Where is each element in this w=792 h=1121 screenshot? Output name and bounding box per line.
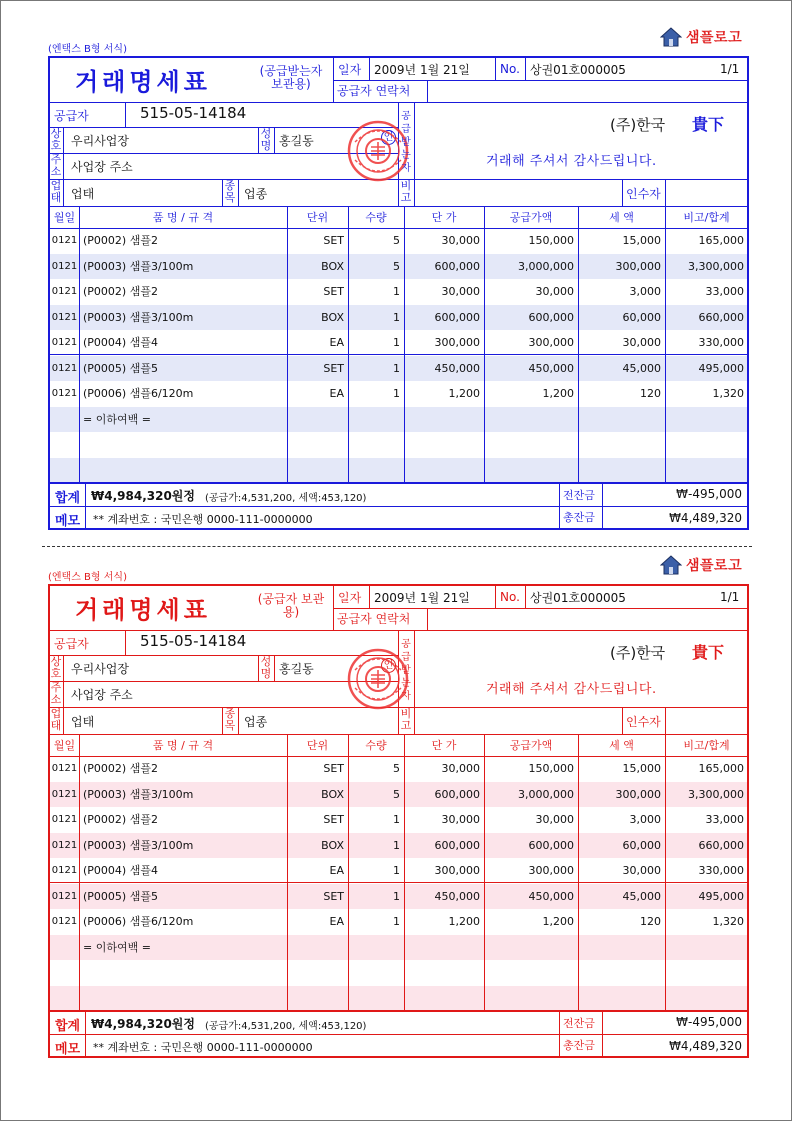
thanks-message: 거래해 주셔서 감사드립니다. xyxy=(486,682,657,697)
table-cell: (P0003) 샘플3/100m xyxy=(83,787,194,801)
table-cell: BOX xyxy=(321,310,344,324)
table-cell: 495,000 xyxy=(698,889,744,903)
seal-mark: 인 xyxy=(381,658,396,673)
table-header-cell: 월일 xyxy=(53,211,76,224)
table-cell: 0121 xyxy=(51,260,78,272)
receiver-sign-label: 인수자 xyxy=(626,187,661,201)
table-cell: 30,000 xyxy=(622,864,661,877)
table-cell xyxy=(83,960,285,985)
memo-label: 메모 xyxy=(55,1042,81,1057)
table-cell: 60,000 xyxy=(622,310,661,324)
table-cell: (P0004) 샘플4 xyxy=(83,864,158,877)
note-label: 비고 xyxy=(400,179,412,204)
business-type-value: 업태 xyxy=(71,187,95,201)
table-cell: 600,000 xyxy=(528,838,574,852)
business-type-value: 업태 xyxy=(71,715,95,729)
table-header-cell: 단위 xyxy=(306,739,329,752)
table-cell: 0121 xyxy=(51,235,78,246)
total-balance: ₩4,489,320 xyxy=(669,1039,742,1053)
table-cell: 300,000 xyxy=(615,259,661,273)
table-header-cell: 월일 xyxy=(53,739,76,752)
table-cell: 165,000 xyxy=(698,234,744,247)
table-cell xyxy=(83,986,285,1011)
table-cell: (P0002) 샘플2 xyxy=(83,762,158,775)
table-cell: 0121 xyxy=(51,788,78,800)
table-cell: 330,000 xyxy=(698,336,744,349)
company-label: 상호 xyxy=(50,127,62,152)
receiver-name: (주)한국 xyxy=(610,644,666,662)
total-breakdown: (공급가:4,531,200, 세액:453,120) xyxy=(205,493,367,504)
table-cell: 1 xyxy=(393,310,400,324)
table-cell xyxy=(289,407,344,432)
table-cell: 300,000 xyxy=(434,864,480,877)
table-cell: 0121 xyxy=(51,388,78,399)
table-cell: 150,000 xyxy=(528,762,574,775)
table-cell: 0121 xyxy=(51,311,78,323)
table-cell: SET xyxy=(323,762,344,775)
supplier-copy xyxy=(0,528,792,1057)
table-cell xyxy=(486,960,574,985)
table-cell: 30,000 xyxy=(441,285,480,298)
table-cell xyxy=(350,432,400,457)
table-header-cell: 수량 xyxy=(365,739,387,752)
table-header-cell: 세 액 xyxy=(609,211,634,224)
table-cell xyxy=(406,960,480,985)
table-cell xyxy=(350,407,400,432)
table-cell: 30,000 xyxy=(622,336,661,349)
table-cell: (P0003) 샘플3/100m xyxy=(83,838,194,852)
table-cell: 0121 xyxy=(51,337,78,348)
table-cell xyxy=(50,458,79,483)
table-cell: 165,000 xyxy=(698,762,744,775)
table-header-cell: 비고/합계 xyxy=(683,739,730,752)
logo xyxy=(660,555,742,575)
table-cell: 600,000 xyxy=(528,310,574,324)
company-name: 우리사업장 xyxy=(71,662,129,676)
table-cell xyxy=(580,935,661,960)
table-cell xyxy=(289,458,344,483)
address-value: 사업장 주소 xyxy=(71,688,133,702)
table-header-cell: 품 명 / 규 격 xyxy=(152,211,214,224)
table-cell: 1 xyxy=(393,915,400,928)
copy-recipient-label: (공급자 보관용) xyxy=(257,592,325,619)
previous-balance-label: 전잔금 xyxy=(563,1017,595,1030)
table-cell: 300,000 xyxy=(615,787,661,801)
house-icon xyxy=(660,27,682,47)
table-cell: 1,320 xyxy=(712,387,744,400)
table-cell: 1,200 xyxy=(542,387,574,400)
table-cell xyxy=(667,986,744,1011)
table-cell: 660,000 xyxy=(698,310,744,324)
table-cell: 5 xyxy=(393,762,400,775)
table-cell: 450,000 xyxy=(434,361,480,375)
no-value: 상권01호000005 xyxy=(530,591,626,605)
total-amount: ₩4,984,320원정 xyxy=(91,1017,195,1031)
table-cell xyxy=(50,986,79,1011)
no-label: No. xyxy=(500,590,520,604)
representative-name: 홍길동 xyxy=(279,662,314,676)
table-cell xyxy=(350,935,400,960)
representative-name: 홍길동 xyxy=(279,134,314,148)
table-cell xyxy=(486,432,574,457)
total-label: 합계 xyxy=(55,1019,81,1034)
receiver-sign-label: 인수자 xyxy=(626,715,661,729)
table-cell xyxy=(350,986,400,1011)
total-label: 합계 xyxy=(55,491,81,506)
no-value: 상권01호000005 xyxy=(530,63,626,77)
table-cell xyxy=(580,458,661,483)
table-cell xyxy=(667,935,744,960)
table-cell: 3,000,000 xyxy=(518,259,574,273)
memo-label: 메모 xyxy=(55,514,81,529)
table-cell xyxy=(667,960,744,985)
total-balance-label: 총잔금 xyxy=(563,1039,595,1052)
total-breakdown: (공급가:4,531,200, 세액:453,120) xyxy=(205,1021,367,1032)
table-cell: 120 xyxy=(640,387,661,400)
table-cell: 600,000 xyxy=(434,838,480,852)
table-cell: SET xyxy=(323,285,344,298)
table-cell: (P0002) 샘플2 xyxy=(83,285,158,298)
table-cell: BOX xyxy=(321,787,344,801)
table-cell: EA xyxy=(329,336,344,349)
table-cell: 120 xyxy=(640,915,661,928)
date-value: 2009년 1월 21일 xyxy=(374,591,470,605)
memo-text: ** 계좌번호 : 국민은행 0000-111-0000000 xyxy=(93,513,313,526)
table-cell: SET xyxy=(323,889,344,903)
table-cell: 5 xyxy=(393,259,400,273)
table-cell: (P0003) 샘플3/100m xyxy=(83,259,194,273)
table-cell: 33,000 xyxy=(705,813,744,826)
thanks-message: 거래해 주셔서 감사드립니다. xyxy=(486,154,657,169)
total-balance: ₩4,489,320 xyxy=(669,511,742,525)
seal-mark: 인 xyxy=(381,130,396,145)
logo-text: 샘플로고 xyxy=(686,30,743,46)
table-cell: 15,000 xyxy=(622,762,661,775)
table-cell xyxy=(50,960,79,985)
table-header-cell: 단 가 xyxy=(431,211,457,224)
table-cell: 300,000 xyxy=(528,336,574,349)
table-cell xyxy=(667,407,744,432)
business-item-label: 종목 xyxy=(224,707,236,732)
table-cell: (P0006) 샘플6/120m xyxy=(83,915,194,928)
table-cell: (P0004) 샘플4 xyxy=(83,336,158,349)
supplier-label: 공급자 xyxy=(54,109,89,123)
table-cell: 0121 xyxy=(51,890,78,902)
table-cell xyxy=(580,407,661,432)
total-amount: ₩4,984,320원정 xyxy=(91,489,195,503)
table-cell xyxy=(350,960,400,985)
copy-recipient-label: (공급받는자 보관용) xyxy=(259,64,323,91)
name-label: 성명 xyxy=(260,127,272,152)
table-cell: EA xyxy=(329,864,344,877)
table-cell: EA xyxy=(329,387,344,400)
table-cell: 30,000 xyxy=(441,813,480,826)
table-cell: 1 xyxy=(393,285,400,298)
table-header-cell: 단 가 xyxy=(431,739,457,752)
table-cell: 1 xyxy=(393,889,400,903)
address-label: 주소 xyxy=(50,153,62,178)
table-cell: SET xyxy=(323,234,344,247)
table-cell: 3,300,000 xyxy=(688,787,744,801)
business-type-label: 업태 xyxy=(50,707,62,732)
table-cell: (P0006) 샘플6/120m xyxy=(83,387,194,400)
table-cell: SET xyxy=(323,361,344,375)
table-header-cell: 단위 xyxy=(306,211,329,224)
business-item-value: 업종 xyxy=(244,715,268,729)
table-cell: BOX xyxy=(321,259,344,273)
supplier-label: 공급자 xyxy=(54,637,89,651)
receiver-name: (주)한국 xyxy=(610,116,666,134)
supplier-contact-label: 공급자 연락처 xyxy=(337,612,411,626)
table-cell: 300,000 xyxy=(528,864,574,877)
table-cell: 1 xyxy=(393,864,400,877)
memo-text: ** 계좌번호 : 국민은행 0000-111-0000000 xyxy=(93,1041,313,1054)
table-cell: (P0002) 샘플2 xyxy=(83,234,158,247)
address-label: 주소 xyxy=(50,681,62,706)
table-cell: 495,000 xyxy=(698,361,744,375)
table-header-cell: 공급가액 xyxy=(509,739,553,752)
table-cell xyxy=(50,432,79,457)
table-cell xyxy=(50,407,79,432)
table-header-cell: 수량 xyxy=(365,211,387,224)
table-cell xyxy=(667,432,744,457)
note-label: 비고 xyxy=(400,707,412,732)
table-cell: 3,000 xyxy=(629,813,661,826)
table-header-cell: 비고/합계 xyxy=(683,211,730,224)
table-cell: 30,000 xyxy=(535,813,574,826)
table-cell xyxy=(289,935,344,960)
company-label: 상호 xyxy=(50,655,62,680)
table-cell: 0121 xyxy=(51,362,78,374)
date-label: 일자 xyxy=(338,63,362,77)
name-label: 성명 xyxy=(260,655,272,680)
house-icon xyxy=(660,555,682,575)
table-cell xyxy=(580,986,661,1011)
table-cell xyxy=(289,960,344,985)
table-cell: 5 xyxy=(393,787,400,801)
table-cell: 3,000,000 xyxy=(518,787,574,801)
table-cell: 1 xyxy=(393,361,400,375)
table-cell xyxy=(289,432,344,457)
table-cell xyxy=(350,458,400,483)
table-cell: 45,000 xyxy=(622,361,661,375)
business-item-label: 종목 xyxy=(224,179,236,204)
table-cell: 0121 xyxy=(51,839,78,851)
table-cell: 1 xyxy=(393,336,400,349)
table-header-cell: 공급가액 xyxy=(509,211,553,224)
invoice-title: 거래명세표 xyxy=(75,595,211,624)
table-cell: 1 xyxy=(393,813,400,826)
table-cell: 150,000 xyxy=(528,234,574,247)
table-cell: 45,000 xyxy=(622,889,661,903)
receiver-copy xyxy=(0,0,792,529)
table-cell: 15,000 xyxy=(622,234,661,247)
table-cell xyxy=(486,458,574,483)
business-type-label: 업태 xyxy=(50,179,62,204)
table-cell: 30,000 xyxy=(535,285,574,298)
table-cell: 660,000 xyxy=(698,838,744,852)
table-cell: 30,000 xyxy=(441,762,480,775)
honorific: 貴下 xyxy=(692,643,725,662)
receiver-label: 공급받는자 xyxy=(401,639,411,702)
table-cell: (P0003) 샘플3/100m xyxy=(83,310,194,324)
table-cell xyxy=(580,960,661,985)
page-number: 1/1 xyxy=(720,62,740,76)
table-cell: 60,000 xyxy=(622,838,661,852)
table-cell: 0121 xyxy=(51,865,78,876)
registration-number: 515-05-14184 xyxy=(140,632,247,650)
table-cell: 3,300,000 xyxy=(688,259,744,273)
date-label: 일자 xyxy=(338,591,362,605)
table-cell: 600,000 xyxy=(434,310,480,324)
previous-balance-label: 전잔금 xyxy=(563,489,595,502)
cut-line xyxy=(42,546,752,547)
table-cell: (P0005) 샘플5 xyxy=(83,889,158,903)
table-cell: 1,200 xyxy=(448,387,480,400)
honorific: 貴下 xyxy=(692,115,725,134)
table-cell: 1 xyxy=(393,387,400,400)
table-cell xyxy=(580,432,661,457)
table-cell: 3,000 xyxy=(629,285,661,298)
table-cell: 450,000 xyxy=(528,361,574,375)
table-cell: 600,000 xyxy=(434,787,480,801)
invoice-title: 거래명세표 xyxy=(75,67,211,96)
table-cell: 450,000 xyxy=(528,889,574,903)
table-cell: 5 xyxy=(393,234,400,247)
table-cell: = 이하여백 = xyxy=(83,412,151,426)
table-cell: 600,000 xyxy=(434,259,480,273)
table-cell: 30,000 xyxy=(441,234,480,247)
business-item-value: 업종 xyxy=(244,187,268,201)
table-cell: 300,000 xyxy=(434,336,480,349)
previous-balance: ₩-495,000 xyxy=(676,1015,742,1029)
address-value: 사업장 주소 xyxy=(71,160,133,174)
table-cell xyxy=(406,935,480,960)
table-cell: BOX xyxy=(321,838,344,852)
table-cell xyxy=(667,458,744,483)
table-cell: 1,200 xyxy=(448,915,480,928)
table-cell: SET xyxy=(323,813,344,826)
table-cell: 0121 xyxy=(51,814,78,825)
company-name: 우리사업장 xyxy=(71,134,129,148)
table-cell: 450,000 xyxy=(434,889,480,903)
table-cell: EA xyxy=(329,915,344,928)
table-cell: 1,320 xyxy=(712,915,744,928)
receiver-label: 공급받는자 xyxy=(401,111,411,174)
table-cell: 1 xyxy=(393,838,400,852)
table-cell: 0121 xyxy=(51,286,78,297)
table-cell xyxy=(289,986,344,1011)
total-balance-label: 총잔금 xyxy=(563,511,595,524)
date-value: 2009년 1월 21일 xyxy=(374,63,470,77)
table-header-cell: 세 액 xyxy=(609,739,634,752)
table-cell: 33,000 xyxy=(705,285,744,298)
table-cell: 0121 xyxy=(51,763,78,774)
format-label: (엔택스 B형 서식) xyxy=(48,44,127,55)
supplier-contact-label: 공급자 연락처 xyxy=(337,84,411,98)
table-cell xyxy=(486,935,574,960)
logo xyxy=(660,27,742,47)
table-header-cell: 품 명 / 규 격 xyxy=(152,739,214,752)
previous-balance: ₩-495,000 xyxy=(676,487,742,501)
table-cell xyxy=(83,458,285,483)
table-cell: (P0002) 샘플2 xyxy=(83,813,158,826)
page-number: 1/1 xyxy=(720,590,740,604)
table-cell: = 이하여백 = xyxy=(83,940,151,954)
table-cell xyxy=(486,407,574,432)
table-cell xyxy=(406,432,480,457)
table-cell: 330,000 xyxy=(698,864,744,877)
registration-number: 515-05-14184 xyxy=(140,104,247,122)
table-cell xyxy=(406,458,480,483)
table-cell xyxy=(83,432,285,457)
table-cell xyxy=(406,407,480,432)
logo-text: 샘플로고 xyxy=(686,558,743,574)
table-cell xyxy=(486,986,574,1011)
table-cell: 0121 xyxy=(51,916,78,927)
table-cell xyxy=(406,986,480,1011)
no-label: No. xyxy=(500,62,520,76)
table-cell xyxy=(50,935,79,960)
table-cell: 1,200 xyxy=(542,915,574,928)
format-label: (엔택스 B형 서식) xyxy=(48,572,127,583)
table-cell: (P0005) 샘플5 xyxy=(83,361,158,375)
